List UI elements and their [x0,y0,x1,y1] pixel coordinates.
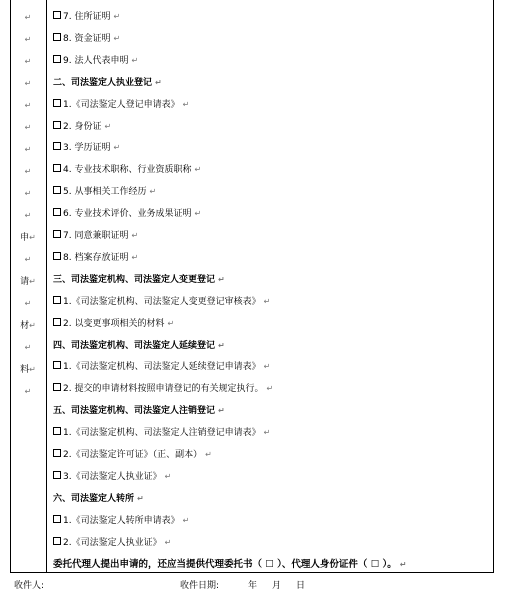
item-text: 六、司法鉴定人转所 [53,493,135,504]
paragraph-mark: ↵ [182,515,190,525]
checkbox[interactable] [53,515,61,523]
checkbox[interactable] [53,55,61,63]
material-item [53,247,138,269]
paragraph-mark: ↵ [218,340,225,350]
paragraph-mark: ↵ [263,296,271,306]
paragraph-mark: ↵ [113,12,121,21]
left-mark: ↵ [24,35,32,44]
item-text: 1.《司法鉴定人登记申请表》 [63,99,180,110]
column-divider [46,0,47,572]
checkbox[interactable] [53,427,61,435]
item-text: 3. 学历证明 [63,143,111,154]
paragraph-mark: ↵ [167,318,175,328]
left-char-shen: 申↵ [20,233,36,243]
left-char-qing: 请↵ [20,277,36,287]
checkbox[interactable] [53,471,61,479]
paragraph-mark: ↵ [131,252,139,262]
item-text: 3.《司法鉴定人执业证》 [63,471,162,482]
paragraph-mark: ↵ [149,187,157,197]
checkbox[interactable] [53,11,61,19]
paragraph-mark: ↵ [218,274,225,284]
checkbox[interactable] [53,230,61,238]
item-text: 9. 法人代表申明 [63,55,129,66]
material-item [53,532,171,554]
material-item [53,181,156,203]
paragraph-mark: ↵ [104,121,112,131]
item-text: 5. 从事相关工作经历 [63,187,147,198]
left-mark: ↵ [24,13,32,22]
checkbox[interactable] [53,318,61,326]
left-mark: ↵ [24,123,32,132]
item-text: 7. 住所证明 [63,12,111,22]
left-mark: ↵ [24,79,32,88]
paragraph-mark: ↵ [263,362,271,372]
item-text: 8. 档案存放证明 [63,252,129,263]
material-item [53,356,270,378]
paragraph-mark: ↵ [182,99,190,109]
material-item [53,6,120,28]
left-char-liao: 料↵ [20,365,36,375]
checkbox[interactable] [53,252,61,260]
material-item [53,444,212,466]
left-mark: ↵ [24,57,32,66]
item-text: 三、司法鉴定机构、司法鉴定人变更登记 [53,274,216,285]
left-mark: ↵ [24,189,32,198]
paragraph-mark: ↵ [399,559,407,569]
left-mark: ↵ [24,145,32,154]
material-item [53,116,111,138]
material-item [53,28,120,50]
checkbox[interactable] [53,142,61,150]
paragraph-mark: ↵ [113,143,121,153]
left-mark: ↵ [24,255,32,264]
checkbox[interactable] [53,296,61,304]
paragraph-mark: ↵ [194,165,202,175]
section-heading [53,400,225,422]
item-text: 2. 以变更事项相关的材料 [63,318,165,329]
left-mark: ↵ [24,167,32,176]
material-item [53,422,270,444]
left-mark: ↵ [24,343,32,352]
left-mark: ↵ [24,299,32,308]
receive-date-label: 收件日期: [180,581,220,591]
material-item [53,466,171,488]
item-text: 1.《司法鉴定机构、司法鉴定人注销登记申请表》 [63,428,261,439]
material-item [53,203,201,225]
material-item [53,159,201,181]
material-item [53,378,273,400]
left-mark: ↵ [24,101,32,110]
paragraph-mark: ↵ [131,55,139,65]
checkbox[interactable] [53,361,61,369]
left-mark: ↵ [24,387,32,396]
checkbox[interactable] [53,186,61,194]
month-label: 月 [272,581,282,591]
paragraph-mark: ↵ [218,406,225,416]
left-label-column [10,0,46,572]
item-text: 二、司法鉴定人执业登记 [53,77,153,88]
checkbox[interactable] [53,33,61,41]
checkbox[interactable] [53,537,61,545]
material-item [53,313,174,335]
item-text: 4. 专业技术职称、行业资质职称 [63,165,192,176]
paragraph-mark: ↵ [266,384,274,394]
paragraph-mark: ↵ [113,33,121,43]
material-item [53,291,270,313]
item-text: 6. 专业技术评价、业务成果证明 [63,209,192,220]
item-text: 五、司法鉴定机构、司法鉴定人注销登记 [53,406,216,417]
year-label: 年 [248,581,258,591]
item-text: 7. 同意兼职证明 [63,231,129,241]
material-item [53,137,120,159]
day-label: 日 [296,581,306,591]
paragraph-mark: ↵ [263,428,271,438]
item-text: 1.《司法鉴定机构、司法鉴定人延续登记申请表》 [63,362,261,373]
section-heading [53,554,406,576]
paragraph-mark: ↵ [164,537,172,547]
material-item [53,510,189,532]
section-heading [53,488,144,510]
item-text: 8. 资金证明 [63,33,111,44]
item-text: 1.《司法鉴定机构、司法鉴定人变更登记审核表》 [63,296,261,307]
item-text: 四、司法鉴定机构、司法鉴定人延续登记 [53,340,216,351]
material-item [53,50,138,72]
section-heading [53,335,225,357]
item-text: 2. 提交的申请材料按照申请登记的有关规定执行。 [63,384,264,395]
receiver-label: 收件人: [14,581,45,591]
section-heading [53,72,162,94]
checkbox[interactable] [53,164,61,172]
paragraph-mark: ↵ [155,77,162,87]
paragraph-mark: ↵ [164,471,172,481]
item-text: 2.《司法鉴定许可证》（正、副本） [63,450,203,460]
item-text: 2. 身份证 [63,121,102,132]
checkbox[interactable] [53,99,61,107]
material-item [53,225,138,247]
material-item [53,94,189,116]
checkbox[interactable] [53,121,61,129]
paragraph-mark: ↵ [205,450,212,459]
section-heading [53,269,225,291]
item-text: 2.《司法鉴定人执业证》 [63,537,162,548]
item-text: 委托代理人提出申请的，还应当提供代理委托书（ ☐ ）、代理人身份证件（ ☐ ）。 [53,558,397,570]
checkbox[interactable] [53,383,61,391]
left-mark: ↵ [24,211,32,220]
item-text: 1.《司法鉴定人转所申请表》 [63,515,180,526]
left-char-cai: 材↵ [20,321,36,331]
paragraph-mark: ↵ [131,231,139,240]
checkbox[interactable] [53,208,61,216]
paragraph-mark: ↵ [137,493,144,503]
checkbox[interactable] [53,449,61,457]
paragraph-mark: ↵ [194,209,202,219]
